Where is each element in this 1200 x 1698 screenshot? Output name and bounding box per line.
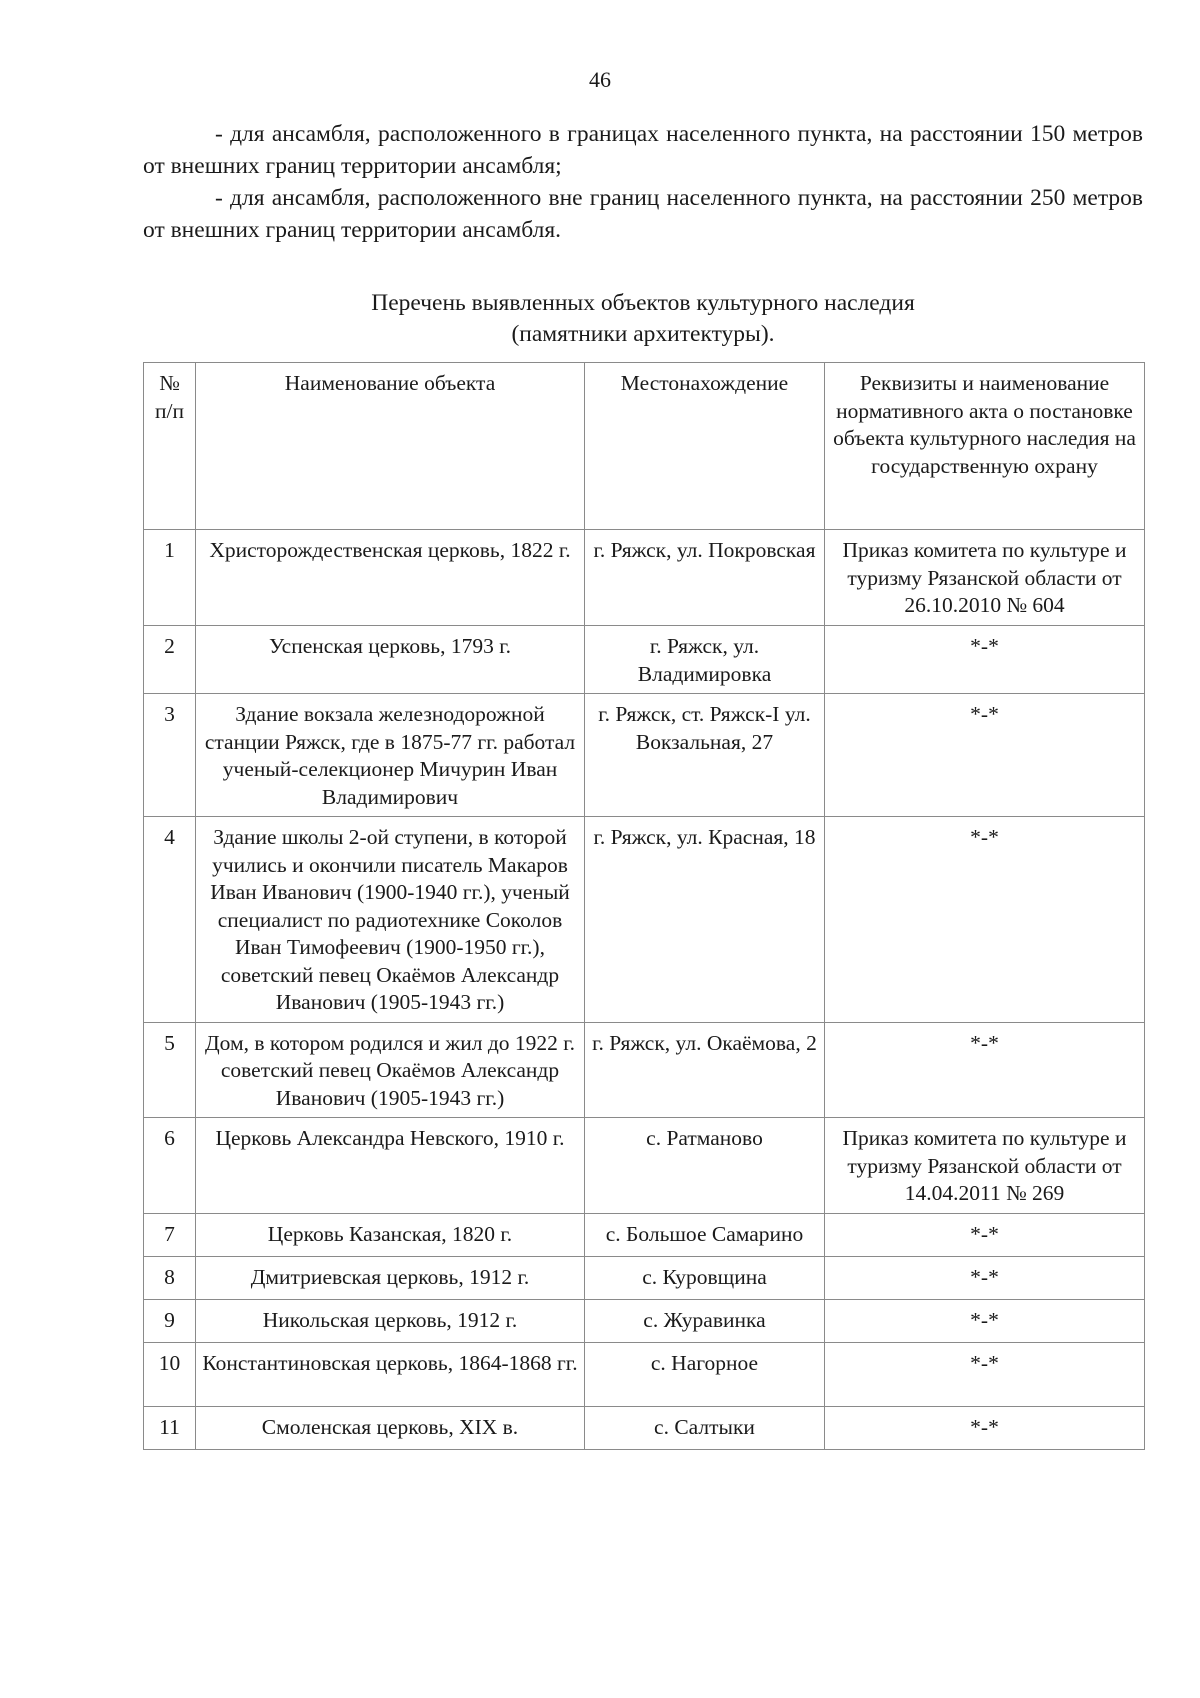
- cell-location: г. Ряжск, ул. Красная, 18: [585, 817, 825, 1023]
- cell-act: *-*: [825, 1300, 1145, 1343]
- cell-name: Церковь Казанская, 1820 г.: [196, 1214, 585, 1257]
- cell-location: с. Салтыки: [585, 1407, 825, 1450]
- table-row: [144, 530, 1145, 626]
- cell-location: с. Большое Самарино: [585, 1214, 825, 1257]
- cell-name: Дом, в котором родился и жил до 1922 г. советский певец Окаёмов Александр Иванович (1905-1943 гг.): [196, 1022, 585, 1118]
- table-row: [144, 1300, 1145, 1343]
- heritage-objects-table: [143, 362, 1145, 1450]
- header-location: Местонахождение: [585, 363, 825, 530]
- cell-num: 9: [144, 1300, 196, 1343]
- cell-act: Приказ комитета по культуре и туризму Рязанской области от 26.10.2010 № 604: [825, 530, 1145, 626]
- cell-act: *-*: [825, 626, 1145, 694]
- cell-location: с. Нагорное: [585, 1343, 825, 1407]
- cell-num: 8: [144, 1257, 196, 1300]
- intro-paragraph: - для ансамбля, расположенного вне границ населенного пункта, на расстоянии 250 метров от внешних границ территории ансамбля.: [143, 185, 1143, 243]
- cell-num: 10: [144, 1343, 196, 1407]
- table-row: [144, 1022, 1145, 1118]
- table-row: [144, 817, 1145, 1023]
- cell-location: с. Журавинка: [585, 1300, 825, 1343]
- cell-num: 1: [144, 530, 196, 626]
- cell-act: *-*: [825, 1022, 1145, 1118]
- cell-location: г. Ряжск, ул. Покровская: [585, 530, 825, 626]
- cell-name: Никольская церковь, 1912 г.: [196, 1300, 585, 1343]
- cell-num: 6: [144, 1118, 196, 1214]
- table-title-line: (памятники архитектуры).: [511, 321, 775, 347]
- table-row: [144, 1118, 1145, 1214]
- cell-act: *-*: [825, 1343, 1145, 1407]
- cell-act: *-*: [825, 1257, 1145, 1300]
- cell-num: 11: [144, 1407, 196, 1450]
- header-num: № п/п: [144, 363, 196, 530]
- cell-num: 4: [144, 817, 196, 1023]
- table-row: [144, 694, 1145, 817]
- cell-name: Смоленская церковь, XIX в.: [196, 1407, 585, 1450]
- cell-num: 3: [144, 694, 196, 817]
- cell-act: *-*: [825, 1407, 1145, 1450]
- cell-act: Приказ комитета по культуре и туризму Рязанской области от 14.04.2011 № 269: [825, 1118, 1145, 1214]
- table-row: [144, 626, 1145, 694]
- cell-num: 2: [144, 626, 196, 694]
- cell-location: с. Куровщина: [585, 1257, 825, 1300]
- cell-location: с. Ратманово: [585, 1118, 825, 1214]
- table-header-row: [144, 363, 1145, 530]
- cell-name: Здание школы 2-ой ступени, в которой учились и окончили писатель Макаров Иван Иванович (1900-1940 гг.), ученый специалист по радиотехнике Соколов Иван Тимофеевич (1900-1950 гг.), советский певец Окаёмов Александр Иванович (1905-1943 гг.): [196, 817, 585, 1023]
- table-row: [144, 1257, 1145, 1300]
- cell-num: 7: [144, 1214, 196, 1257]
- cell-num: 5: [144, 1022, 196, 1118]
- table-row: [144, 1214, 1145, 1257]
- intro-paragraph: - для ансамбля, расположенного в границах населенного пункта, на расстоянии 150 метров от внешних границ территории ансамбля;: [143, 121, 1143, 179]
- cell-act: *-*: [825, 694, 1145, 817]
- cell-act: *-*: [825, 817, 1145, 1023]
- cell-location: г. Ряжск, ул. Окаёмова, 2: [585, 1022, 825, 1118]
- cell-name: Церковь Александра Невского, 1910 г.: [196, 1118, 585, 1214]
- table-row: [144, 1343, 1145, 1407]
- cell-act: *-*: [825, 1214, 1145, 1257]
- table-title: [143, 288, 1143, 350]
- page-number: 46: [589, 67, 611, 92]
- cell-name: Константиновская церковь, 1864-1868 гг.: [196, 1343, 585, 1407]
- cell-name: Дмитриевская церковь, 1912 г.: [196, 1257, 585, 1300]
- header-act: Реквизиты и наименование нормативного акта о постановке объекта культурного наследия на государственную охрану: [825, 363, 1145, 530]
- cell-name: Успенская церковь, 1793 г.: [196, 626, 585, 694]
- cell-name: Здание вокзала железнодорожной станции Ряжск, где в 1875-77 гг. работал ученый-селекционер Мичурин Иван Владимирович: [196, 694, 585, 817]
- intro-text: [143, 118, 1143, 246]
- table-row: [144, 1407, 1145, 1450]
- cell-location: г. Ряжск, ст. Ряжск-I ул. Вокзальная, 27: [585, 694, 825, 817]
- cell-location: г. Ряжск, ул. Владимировка: [585, 626, 825, 694]
- cell-name: Христорождественская церковь, 1822 г.: [196, 530, 585, 626]
- table-title-line: Перечень выявленных объектов культурного наследия: [371, 290, 915, 316]
- header-name: Наименование объекта: [196, 363, 585, 530]
